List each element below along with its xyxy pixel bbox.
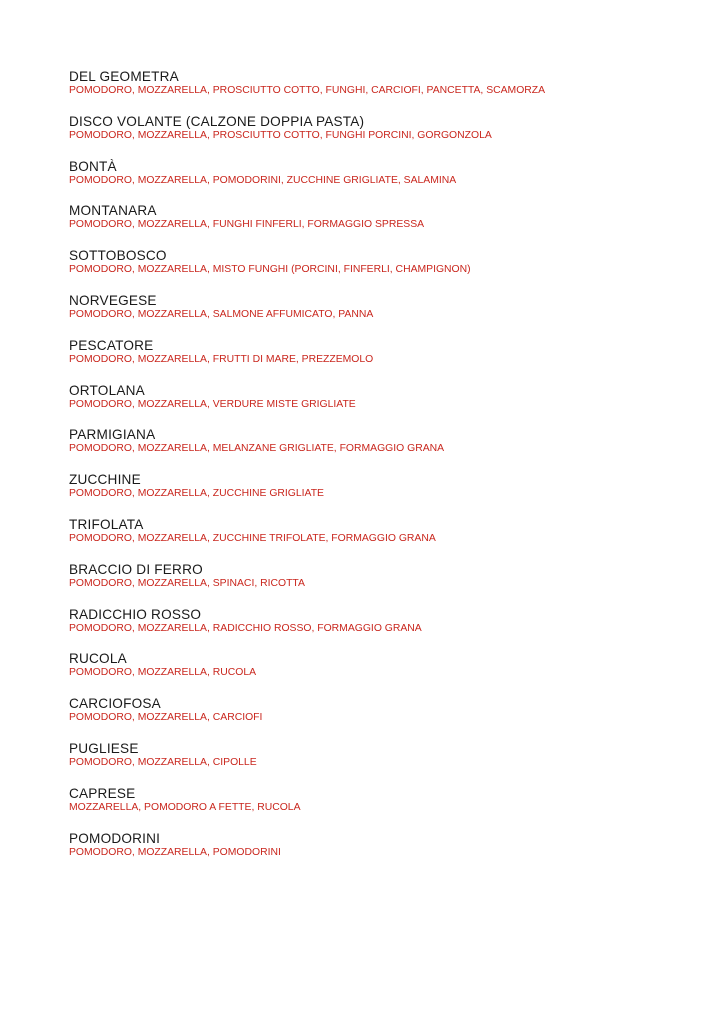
pizza-name: PUGLIESE bbox=[69, 740, 139, 756]
pizza-ingredients: POMODORO, MOZZARELLA, FUNGHI FINFERLI, FORMAGGIO SPRESSA bbox=[69, 219, 425, 231]
pizza-ingredients: POMODORO, MOZZARELLA, RUCOLA bbox=[69, 667, 257, 679]
pizza-name: CARCIOFOSA bbox=[69, 696, 161, 712]
pizza-name: NORVEGESE bbox=[69, 292, 157, 308]
menu-item bbox=[69, 607, 689, 652]
pizza-ingredients: POMODORO, MOZZARELLA, MELANZANE GRIGLIATE, FORMAGGIO GRANA bbox=[69, 443, 445, 455]
pizza-ingredients: POMODORO, MOZZARELLA, FRUTTI DI MARE, PREZZEMOLO bbox=[69, 353, 374, 365]
pizza-name: PESCATORE bbox=[69, 337, 154, 353]
pizza-ingredients: POMODORO, MOZZARELLA, CIPOLLE bbox=[69, 756, 257, 768]
pizza-name: RUCOLA bbox=[69, 651, 127, 667]
pizza-ingredients: POMODORO, MOZZARELLA, ZUCCHINE GRIGLIATE bbox=[69, 488, 324, 500]
menu-item bbox=[69, 293, 689, 338]
pizza-name: ZUCCHINE bbox=[69, 472, 141, 488]
pizza-ingredients: POMODORO, MOZZARELLA, SALMONE AFFUMICATO, PANNA bbox=[69, 308, 374, 320]
pizza-menu-list bbox=[69, 69, 689, 875]
pizza-ingredients: POMODORO, MOZZARELLA, CARCIOFI bbox=[69, 712, 263, 724]
pizza-name: TRIFOLATA bbox=[69, 516, 144, 532]
pizza-name: PARMIGIANA bbox=[69, 427, 156, 443]
pizza-ingredients: POMODORO, MOZZARELLA, POMODORINI, ZUCCHINE GRIGLIATE, SALAMINA bbox=[69, 174, 457, 186]
pizza-name: ORTOLANA bbox=[69, 382, 145, 398]
pizza-ingredients: POMODORO, MOZZARELLA, VERDURE MISTE GRIGLIATE bbox=[69, 398, 356, 410]
pizza-ingredients: POMODORO, MOZZARELLA, RADICCHIO ROSSO, FORMAGGIO GRANA bbox=[69, 622, 422, 634]
pizza-name: SOTTOBOSCO bbox=[69, 248, 167, 264]
pizza-ingredients: POMODORO, MOZZARELLA, PROSCIUTTO COTTO, FUNGHI PORCINI, GORGONZOLA bbox=[69, 129, 492, 141]
menu-item bbox=[69, 338, 689, 383]
pizza-name: MONTANARA bbox=[69, 203, 157, 219]
pizza-ingredients: POMODORO, MOZZARELLA, MISTO FUNGHI (PORCINI, FINFERLI, CHAMPIGNON) bbox=[69, 264, 471, 276]
pizza-name: POMODORINI bbox=[69, 830, 161, 846]
menu-item bbox=[69, 517, 689, 562]
menu-item bbox=[69, 203, 689, 248]
pizza-ingredients: POMODORO, MOZZARELLA, PROSCIUTTO COTTO, FUNGHI, CARCIOFI, PANCETTA, SCAMORZA bbox=[69, 85, 546, 96]
menu-item bbox=[69, 69, 689, 114]
menu-item bbox=[69, 383, 689, 428]
pizza-ingredients: POMODORO, MOZZARELLA, ZUCCHINE TRIFOLATE, FORMAGGIO GRANA bbox=[69, 532, 436, 544]
menu-item bbox=[69, 696, 689, 741]
menu-item bbox=[69, 741, 689, 786]
pizza-name: DISCO VOLANTE (CALZONE DOPPIA PASTA) bbox=[69, 113, 365, 129]
menu-item bbox=[69, 786, 689, 831]
menu-item bbox=[69, 427, 689, 472]
menu-item bbox=[69, 472, 689, 517]
pizza-name: BONTÀ bbox=[69, 158, 117, 174]
pizza-ingredients: MOZZARELLA, POMODORO A FETTE, RUCOLA bbox=[69, 801, 301, 813]
pizza-name: BRACCIO DI FERRO bbox=[69, 561, 203, 577]
menu-item bbox=[69, 651, 689, 696]
menu-item bbox=[69, 159, 689, 204]
pizza-name: DEL GEOMETRA bbox=[69, 69, 179, 84]
pizza-ingredients: POMODORO, MOZZARELLA, SPINACI, RICOTTA bbox=[69, 577, 305, 589]
menu-item bbox=[69, 562, 689, 607]
menu-item bbox=[69, 114, 689, 159]
pizza-name: RADICCHIO ROSSO bbox=[69, 606, 202, 622]
menu-item bbox=[69, 831, 689, 876]
pizza-name: CAPRESE bbox=[69, 785, 136, 801]
menu-item bbox=[69, 248, 689, 293]
pizza-ingredients: POMODORO, MOZZARELLA, POMODORINI bbox=[69, 846, 281, 858]
